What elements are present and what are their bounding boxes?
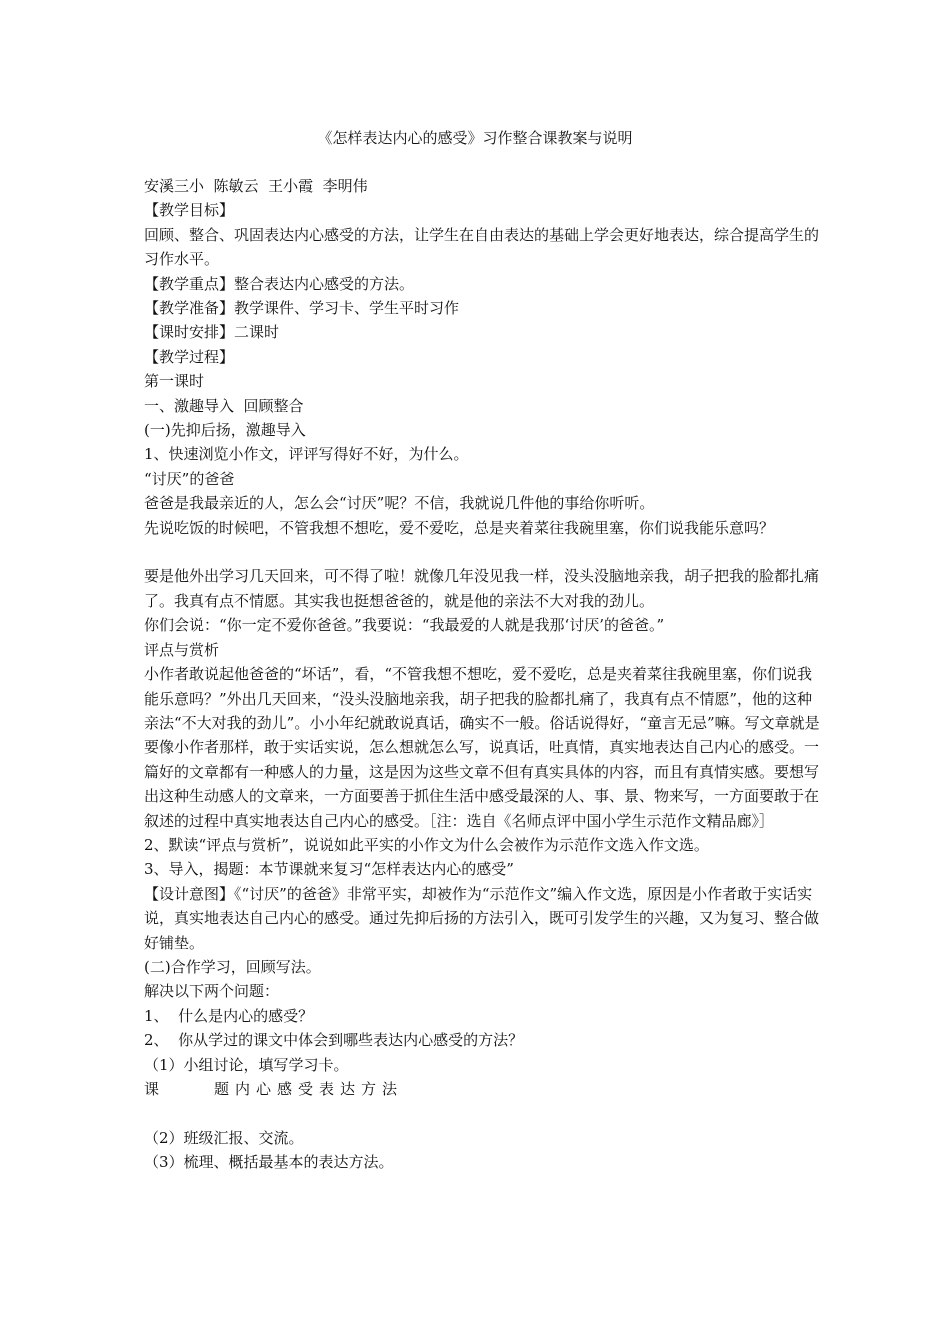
section-heading-process: 【教学过程】 [144,347,235,366]
subpart-heading: (二)合作学习，回顾写法。 [144,957,321,976]
study-card-col-methods: 题内心感受表达方法 [214,1080,404,1099]
essay-title: “讨厌”的爸爸 [144,469,235,488]
section-heading-goals: 【教学目标】 [144,201,235,220]
step-text: 3、导入，揭题：本节课就来复习“怎样表达内心的感受” [144,860,514,879]
comment-paragraph: 小作者敢说起他爸爸的“坏话”，看，“不管我想不想吃，爱不爱吃，总是夹着菜往我碗里塞，你们说我能乐意吗？”外出几天回来，“没头没脑地亲我，胡子把我的脸都扎痛了，我真有点不情愿”，他的这种亲法“不大对我的劲儿”。小小年纪就敢说真话，确实不一般。俗话说得好，“童言无忌”嘛。写文章就是要像小作者那样，敢于实话实说，怎么想就怎么写，说真话，吐真情，真实地表达自己内心的感受。一篇好的文章都有一种感人的力量，这是因为这些文章不但有真实具体的内容，而且有真情实感。要想写出这种生动感人的文章来，一方面要善于抓住生活中感受最深的人、事、景、物来写，一方面要敢于在叙述的过程中真实地表达自己内心的感受。［注：选自《名师点评中国小学生示范作文精品廊》］ [144,665,820,830]
question-intro: 解决以下两个问题： [144,982,280,1001]
authors-line: 安溪三小 陈敏云 王小霞 李明伟 [144,177,368,195]
section-preparation: 【教学准备】教学课件、学习卡、学生平时习作 [144,299,460,318]
activity-step: （3）梳理、概括最基本的表达方法。 [144,1153,394,1172]
activity-step: （1）小组讨论，填写学习卡。 [144,1055,349,1074]
question-item: 1、 什么是内心的感受？ [144,1006,314,1025]
essay-paragraph: 爸爸是我最亲近的人，怎么会“讨厌”呢？不信，我就说几件他的事给你听听。 [144,494,655,513]
part-heading: 一、激趣导入 回顾整合 [144,396,304,415]
essay-paragraph: 先说吃饭的时候吧，不管我想不想吃，爱不爱吃，总是夹着菜往我碗里塞，你们说我能乐意吗？ [144,518,775,537]
blank-line [144,1101,824,1125]
essay-paragraph: 要是他外出学习几天回来，可不得了啦！就像几年没见我一样，没头没脑地亲我，胡子把我的脸都扎痛了。我真有点不情愿。其实我也挺想爸爸的，就是他的亲法不大对我的劲儿。 [144,567,820,610]
document-body [144,174,824,1175]
essay-paragraph: 你们会说：“你一定不爱你爸爸。”我要说：“我最爱的人就是我那‘讨厌’的爸爸。” [144,616,665,635]
document-title: 《怎样表达内心的感受》习作整合课教案与说明 [317,129,633,147]
subpart-heading: (一)先抑后扬，激趣导入 [144,421,306,440]
section-schedule: 【课时安排】二课时 [144,323,280,342]
paragraph-goals: 回顾、整合、巩固表达内心感受的方法，让学生在自由表达的基础上学会更好地表达，综合提高学生的习作水平。 [144,225,820,269]
comment-heading: 评点与赏析 [144,640,220,659]
question-item: 2、 你从学过的课文中体会到哪些表达内心感受的方法？ [144,1031,524,1050]
lesson-heading: 第一课时 [144,372,205,391]
design-intent-paragraph: 【设计意图】《“讨厌”的爸爸》非常平实，却被作为“示范作文”编入作文选，原因是小作者敢于实话实说，真实地表达自己内心的感受。通过先抑后扬的方法引入，既可引发学生的兴趣，又为复习、整合做好铺垫。 [144,884,820,952]
study-card-col-lesson: 课 [144,1080,160,1099]
step-text: 1、快速浏览小作文，评评写得好不好，为什么。 [144,445,469,464]
blank-line [144,540,824,564]
study-card-header [144,1077,824,1101]
section-key-points: 【教学重点】整合表达内心感受的方法。 [144,274,415,293]
step-text: 2、默读“评点与赏析”，说说如此平实的小作文为什么会被作为示范作文选入作文选。 [144,835,709,854]
activity-step: （2）班级汇报、交流。 [144,1128,304,1147]
